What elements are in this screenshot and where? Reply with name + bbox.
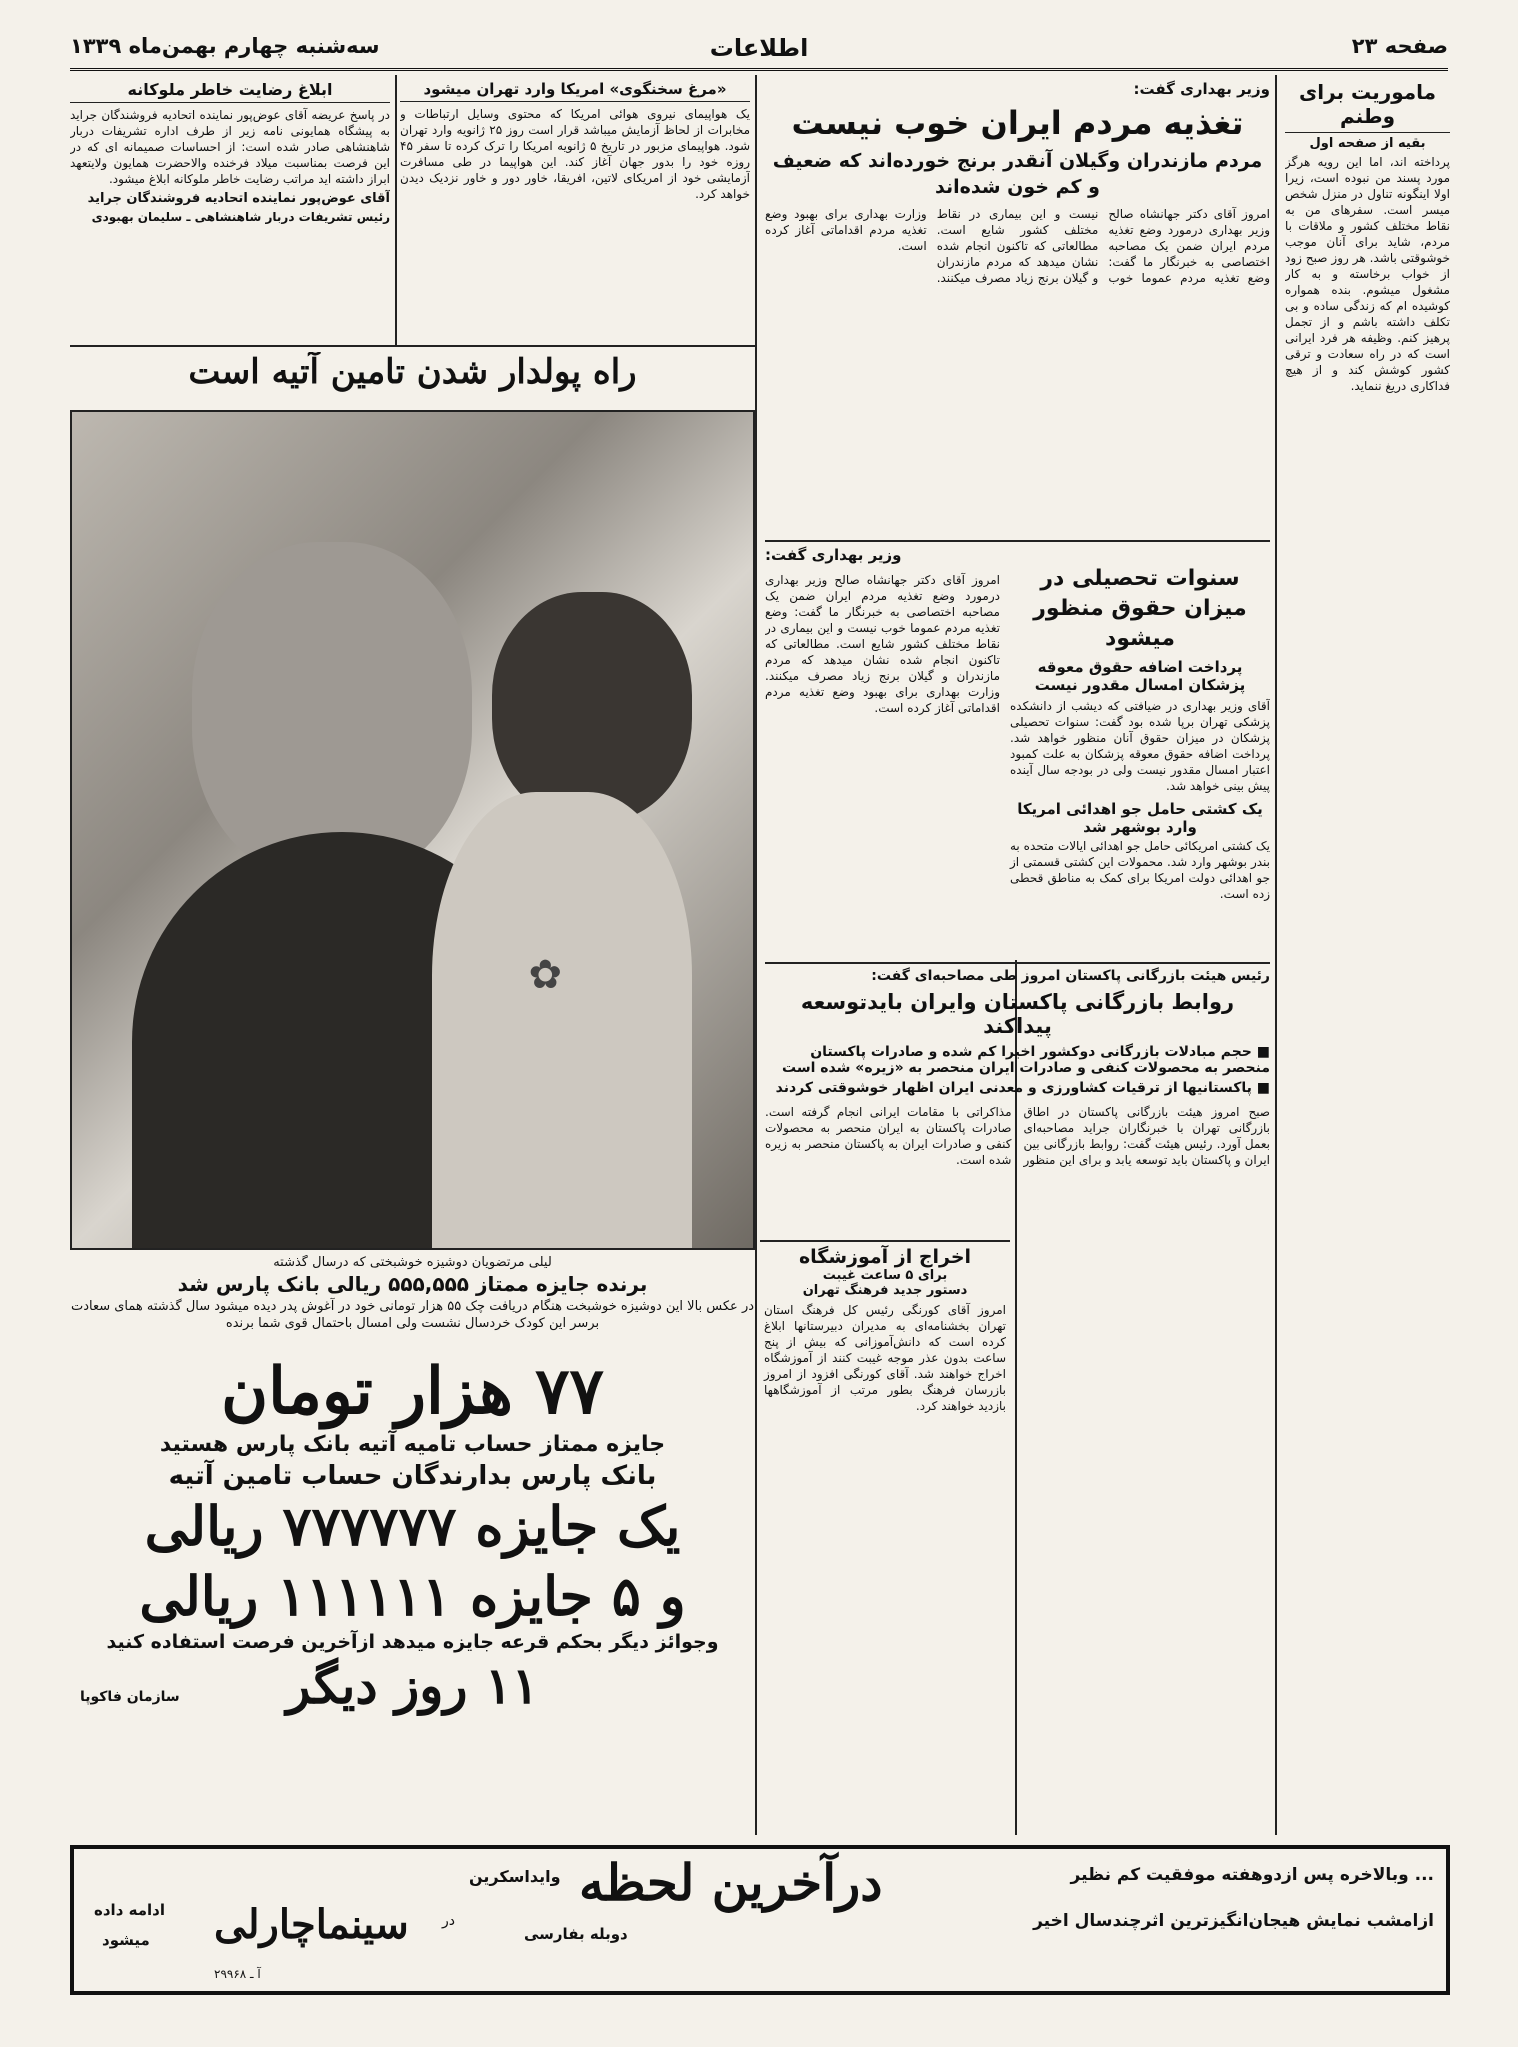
ad-prize-2: و ۵ جایزه ۱۱۱۱۱۱ ریالی: [139, 1564, 686, 1628]
royal-satisfaction-article: [70, 80, 390, 340]
expulsion-body: امروز آقای کورنگی رئیس کل فرهنگ استان تهران بخشنامه‌ای به مدیران دبیرستانها ابلاغ کرده است که دانش‌آموزانی که بیش از پنج ساعت بدون عذر موجه غیبت کنند از آموزشگاه اخراج خواهند شد. آقای کورنگی افزود از امروز بازرسان فرهنگ بطور مرتب از آموزشگاهها بازدید خواهند کرد.: [764, 1303, 1006, 1413]
nutrition-subhead: مردم مازندران وگیلان آنقدر برنج خورده‌اند که ضعیف و کم خون شده‌اند: [772, 150, 1263, 198]
pakistan-kicker: رئیس هیئت بازرگانی پاکستان امروز طی مصاحبه‌ای گفت:: [871, 968, 1270, 984]
ad-days-left: ۱۱ روز دیگر: [286, 1656, 539, 1715]
column-rule: [395, 75, 397, 345]
issue-date: سه‌شنبه چهارم بهمن‌ماه ۱۳۳۹: [70, 34, 380, 58]
expulsion-headline: اخراج از آموزشگاه: [798, 1246, 972, 1268]
ship-body: یک کشتی امریکائی حامل جو اهدائی ایالات متحده به بندر بوشهر وارد شد. محمولات این کشتی قسمتی از جو اهدائی دولت امریکا برای کمک به مناطق قحطی زده است.: [1010, 839, 1270, 901]
pakistan-headline: روابط بازرگانی پاکستان وایران بایدتوسعه پیداکند: [800, 990, 1235, 1038]
bank-slogan: راه پولدار شدن تامین آتیه است: [188, 352, 637, 392]
cinema-ad-line-1: ... وبالاخره پس ازدوهفته موفقیت کم نظیر: [1070, 1865, 1434, 1885]
cinema-ad: [70, 1845, 1450, 1995]
man-figure: [192, 542, 472, 882]
mission-continued: بقیه از صفحه اول: [1309, 136, 1426, 151]
expulsion-sub: برای ۵ ساعت غیبت: [822, 1268, 948, 1283]
cinema-ad-line-2: ازامشب نمایش هیجان‌انگیزترین اثرچندسال اخیر: [1033, 1911, 1434, 1931]
ad-line-2: بانک پارس بدارندگان حساب تامین آتیه: [168, 1461, 657, 1491]
caption-line: لیلی مرتضویان دوشیزه خوشبختی که درسال گذشته: [273, 1255, 552, 1270]
royal-satisfaction-signature: رئیس تشریفات دربار شاهنشاهی ـ سلیمان بهبودی: [91, 210, 390, 224]
pakistan-body: صبح امروز هیئت بازرگانی پاکستان در اطاق بازرگانی تهران با خبرنگاران جراید مصاحبه‌ای بعمل آورد. رئیس هیئت گفت: روابط بازرگانی بین ایران و پاکستان باید توسعه یابد و برای این منظور مذاکراتی با مقامات ایرانی انجام گرفته است. صادرات پاکستان به ایران منحصر به محصولات کنفی و صادرات ایران به پاکستان منحصر به زیره شده است.: [765, 1105, 1270, 1167]
nutrition-body: امروز آقای دکتر جهانشاه صالح وزیر بهداری درمورد وضع تغذیه مردم ایران ضمن یک مصاحبه اختصاصی به خبرنگار ما گفت: وضع تغذیه مردم عموما خوب نیست و این بیماری در نقاط مختلف کشور شایع است. مطالعاتی که تاکنون انجام شده نشان میدهد که مردم مازندران و گیلان برنج زیاد مصرف میکنند. وزارت بهداری برای بهبود وضع تغذیه مردم اقداماتی آغاز کرده است.: [765, 207, 1270, 285]
royal-satisfaction-body: در پاسخ عریضه آقای عوض‌پور نماینده اتحادیه فروشندگان جراید به پیشگاه همایونی نامه زیر از طرف اداره تشریفات دربار شاهنشاهی صادر شده است: از احساسات صمیمانه ای که در این فرصت بمناسبت میلاد فرخنده والاحضرت همایون ولایتعهد ابراز داشته اید مراتب رضایت خاطر ملوکانه ابلاغ میشود.: [70, 108, 390, 186]
cinema-name: سینماچارلی: [214, 1901, 409, 1948]
nutrition-kicker: وزیر بهداری گفت:: [1133, 80, 1270, 98]
ad-line-1: جایزه ممتاز حساب تامیه آتیه بانک پارس هستید: [159, 1432, 666, 1457]
column-rule: [755, 75, 757, 1835]
cinema-continues-2: میشود: [102, 1931, 150, 1949]
pakistan-bullet-1: ■ حجم مبادلات بازرگانی دوکشور اخیرا کم شده و صادرات پاکستان منحصر به محصولات کنفی و صادرات ایران منحصر به «زیره» شده است: [782, 1044, 1270, 1076]
mission-body: پرداخته اند، اما این رویه هرگز مورد پسند من نبوده است، زیرا اولا اینگونه تناول در منزل شخص میسر است. سفرهای من به نقاط مختلف کشور و ملاقات با مردم، شاید برای آنان موجب خوشوقتی باشد. هر روز صبح زود از خواب برخاسته و به کار مشغول میشوم. بنده همواره کوشیده ام که زندگی ساده و بی تکلف داشته باشم و از تجمل پرهیز کنم. وظیفه هر فرد ایرانی است که در راه سعادت و ترقی کشور کوشش کند و از هیچ فداکاری دریغ ننماید.: [1285, 155, 1450, 393]
photo-caption: [70, 1255, 755, 1350]
talking-bird-body: یک هواپیمای نیروی هوائی امریکا که محتوی وسایل ارتباطات و مخابرات از لحاظ آزمایش میباشد قرار است روز ۲۵ ژانویه وارد تهران شود. هواپیمای مزبور در تاریخ ۵ ژانویه امریکا را ترک کرده تا سفر ۴۵ روزه خود را بدور جهان آغاز کند. این هواپیما در طی مسافرت آزمایشی خود از امریکای لاتین، افریقا، خاور دور و خاور نزدیک دیدن خواهد کرد.: [400, 107, 750, 201]
cinema-film-title: درآخرین لحظه: [579, 1853, 883, 1912]
royal-satisfaction-headline: ابلاغ رضایت خاطر ملوکانه: [70, 80, 390, 103]
royal-satisfaction-subhead: آقای عوض‌پور نماینده اتحادیه فروشندگان جراید: [87, 191, 390, 206]
girl-hair: [492, 592, 692, 822]
ad-amount: ۷۷ هزار تومان: [221, 1354, 604, 1429]
cinema-widescreen: وایداسکرین: [469, 1867, 561, 1886]
girl-dress: [432, 792, 692, 1250]
nutrition-article: [765, 80, 1270, 535]
tuition-subhead: پرداخت اضافه حقوق معوقه پزشکان امسال مقدور نیست: [1034, 658, 1246, 694]
mission-column: [1285, 80, 1450, 1835]
caption-headline: برنده جایزه ممتاز ۵۵۵,۵۵۵ ریالی بانک پارس شد: [177, 1272, 648, 1296]
expulsion-article: [760, 1240, 1010, 1830]
expulsion-sub-2: دستور جدید فرهنگ تهران: [802, 1283, 968, 1298]
ship-subhead: یک کشتی حامل جو اهدائی امریکا وارد بوشهر شد: [1017, 800, 1263, 836]
tuition-article: [765, 540, 1270, 960]
cinema-continues: ادامه داده: [94, 1901, 165, 1919]
caption-text: در عکس بالا این دوشیزه خوشبخت هنگام دریافت چک ۵۵ هزار تومانی خود در آغوش پدر دیده میشود سال گذشته همای سعادت برسر این کودک خردسال نشست ولی امسال باحتمال قوی شما برنده: [70, 1299, 755, 1331]
tuition-kicker: وزیر بهداری گفت:: [765, 546, 902, 564]
newspaper-name: اطلاعات: [709, 34, 809, 62]
bank-pars-ad: [70, 1352, 755, 1832]
page-number: صفحه ۲۳: [1351, 34, 1448, 58]
square-bullet-icon: ■: [1251, 1044, 1270, 1060]
section-rule: [70, 345, 755, 347]
talking-bird-headline: «مرغ سخنگوی» امریکا وارد تهران میشود: [400, 80, 750, 102]
nutrition-continued: امروز آقای دکتر جهانشاه صالح وزیر بهداری درمورد وضع تغذیه مردم ایران ضمن یک مصاحبه اختصاصی به خبرنگار ما گفت: وضع تغذیه مردم عموما خوب نیست و این بیماری در نقاط مختلف کشور شایع است. مطالعاتی که تاکنون انجام شده نشان میدهد که مردم مازندران و گیلان برنج زیاد مصرف میکنند. وزارت بهداری برای بهبود وضع تغذیه مردم اقداماتی آغاز کرده است.: [765, 573, 1000, 715]
ad-agency: سازمان فاکوپا: [80, 1689, 180, 1705]
cinema-in: در: [442, 1913, 455, 1929]
cinema-ad-code: آ ـ ۲۹۹۶۸: [214, 1967, 261, 1981]
square-bullet-icon: ■: [1251, 1080, 1270, 1096]
cinema-dubbed: دوبله بفارسی: [524, 1925, 628, 1943]
photo-father-daughter: [70, 410, 755, 1250]
mission-title: ماموریت برای وطنم: [1285, 80, 1450, 133]
butterfly-icon: ✿: [528, 952, 562, 998]
ad-prize-1: یک جایزه ۷۷۷۷۷۷ ریالی: [144, 1494, 681, 1558]
ad-line-3: وجوائز دیگر بحکم قرعه جایزه میدهد ازآخرین فرصت استفاده کنید: [106, 1631, 719, 1653]
tuition-headline: سنوات تحصیلی در میزان حقوق منظور میشود: [1033, 566, 1247, 651]
column-rule: [1275, 75, 1277, 1835]
nutrition-headline: تغذیه مردم ایران خوب نیست: [791, 104, 1244, 142]
talking-bird-article: [400, 80, 750, 340]
pakistan-bullet-2: ■ پاکستانیها از ترقیات کشاورزی و معدنی ایران اظهار خوشوقتی کردند: [775, 1080, 1270, 1096]
tuition-body: آقای وزیر بهداری در ضیافتی که دیشب از دانشکده پزشکی تهران برپا شده بود گفت: سنوات تحصیلی پزشکان در میزان حقوق آنان منظور خواهد شد. پرداخت اضافه حقوق معوقه پزشکان به علت کمبود اعتبار امسال مقدور نیست ولی در بودجه سال آینده پیش بینی خواهد شد.: [1010, 699, 1270, 793]
page-header: [70, 28, 1448, 71]
